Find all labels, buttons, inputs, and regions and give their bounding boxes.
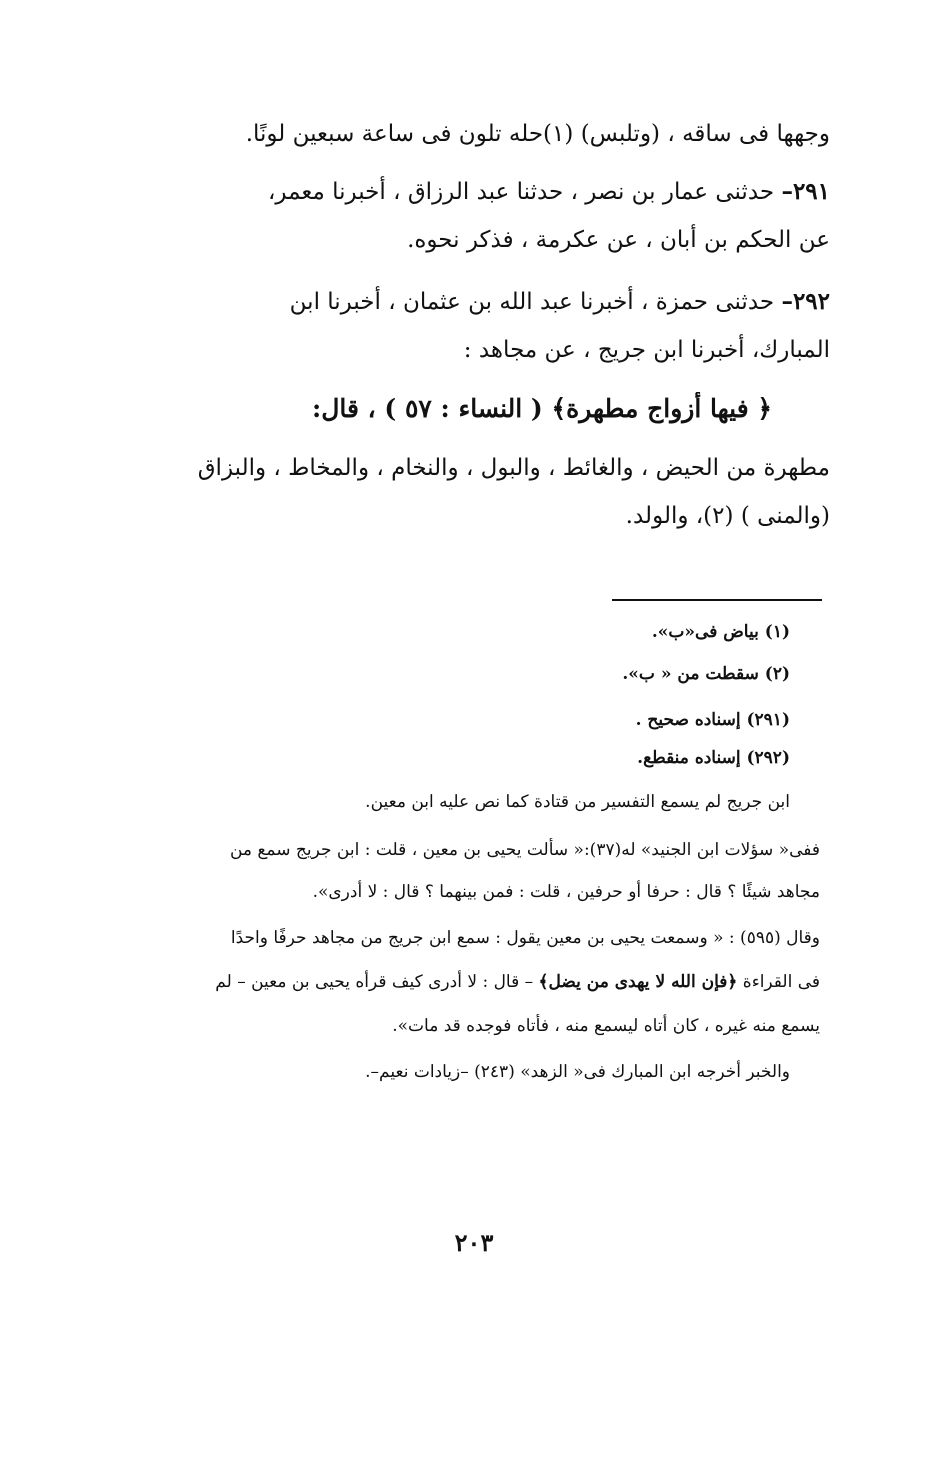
hadith-292-text: حدثنى حمزة ، أخبرنا عبد الله بن عثمان ، أخبرنا ابن bbox=[289, 289, 782, 315]
hadith-292-number: ٢٩٢– bbox=[781, 288, 830, 315]
footnote-quran-quote: ﴿فإن الله لا يهدى من يضل﴾ bbox=[538, 972, 738, 992]
body-line-1: وجهها فى ساقه ، (وتلبس) (١)حله تلون فى ساعة سبعين لونًا. bbox=[245, 121, 830, 147]
footnote-292-para-2-line-1: ففى« سؤلات ابن الجنيد» له(٣٧):« سألت يحيى بن معين ، قلت : ابن جريج سمع من bbox=[229, 840, 820, 860]
footnote-292-para-3-line-2 bbox=[120, 970, 820, 994]
page-number: ٢٠٣ bbox=[454, 1228, 494, 1257]
hadith-291-line-2: عن الحكم بن أبان ، عن عكرمة ، فذكر نحوه. bbox=[407, 227, 830, 253]
footnote-292-para-3-line-1: وقال (٥٩٥) : « وسمعت يحيى بن معين يقول : سمع ابن جريج من مجاهد حرفًا واحدًا bbox=[230, 928, 820, 948]
body-line-7: (والمنى ) (٢)، والولد. bbox=[625, 503, 830, 529]
footnote-292: (٢٩٢) إسناده منقطع. bbox=[637, 748, 790, 768]
hadith-292-line-1 bbox=[118, 286, 830, 318]
hadith-291-number: ٢٩١– bbox=[781, 178, 830, 205]
footnote-divider bbox=[612, 599, 822, 601]
footnote-1: (١) بياض فى«ب». bbox=[651, 622, 790, 642]
hadith-291-line-1 bbox=[118, 176, 830, 208]
footnote-292-para-4: والخبر أخرجه ابن المبارك فى« الزهد» (٢٤٣) –زيادات نعيم–. bbox=[365, 1062, 790, 1082]
hadith-292-line-2: المبارك، أخبرنا ابن جريج ، عن مجاهد : bbox=[463, 337, 830, 363]
footnote-text-a: فى القراءة bbox=[737, 972, 820, 992]
quran-verse-heading: ﴿ فيها أزواج مطهرة﴾ ( النساء : ٥٧ ) ، قال: bbox=[311, 394, 772, 423]
hadith-291-text: حدثنى عمار بن نصر ، حدثنا عبد الرزاق ، أخبرنا معمر، bbox=[268, 179, 782, 205]
footnote-2: (٢) سقطت من « ب». bbox=[622, 664, 790, 684]
footnote-292-para-3-line-3: يسمع منه غيره ، كان أتاه ليسمع منه ، فأتاه فوجده قد مات». bbox=[392, 1016, 820, 1036]
footnote-292-para-1: ابن جريج لم يسمع التفسير من قتادة كما نص عليه ابن معين. bbox=[365, 792, 790, 812]
footnote-text-c: – قال : لا أدرى كيف قرأه يحيى بن معين – لم bbox=[215, 972, 539, 992]
footnote-291: (٢٩١) إسناده صحيح . bbox=[635, 710, 790, 730]
footnote-292-para-2-line-2: مجاهد شيئًا ؟ قال : حرفا أو حرفين ، قلت : فمن بينهما ؟ قال : لا أدرى». bbox=[312, 882, 820, 902]
body-line-6: مطهرة من الحيض ، والغائط ، والبول ، والنخام ، والمخاط ، والبزاق bbox=[197, 455, 830, 481]
